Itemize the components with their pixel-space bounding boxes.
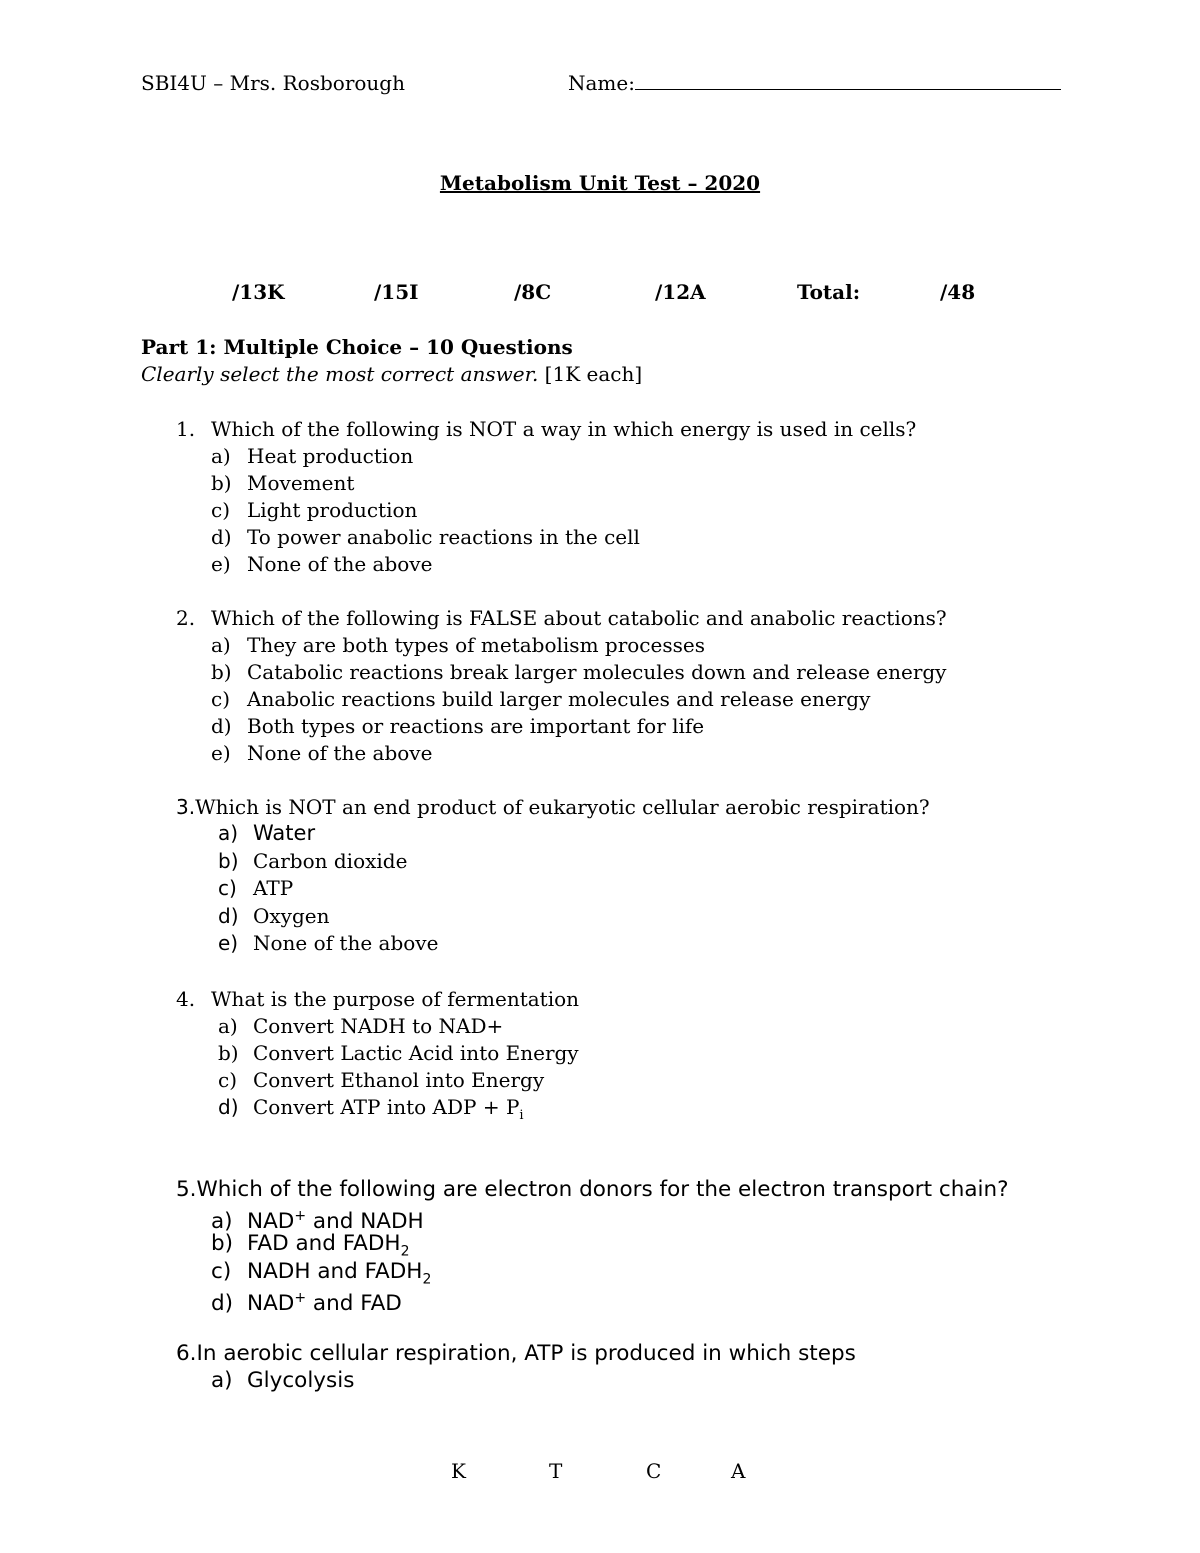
option-letter: c) [211, 498, 231, 522]
option-text: Both types or reactions are important for life [247, 714, 705, 738]
q4-option-d[interactable] [218, 1094, 524, 1129]
name-field[interactable] [568, 71, 1061, 95]
option-text: FAD and FADH [247, 1231, 401, 1256]
part1-instruction [141, 362, 642, 386]
score-k: /13K [232, 280, 285, 304]
score-a: /12A [655, 280, 706, 304]
option-text: To power anabolic reactions in the cell [247, 525, 640, 549]
option-text: NADH and FADH [247, 1259, 423, 1284]
option-letter: b) [211, 660, 232, 684]
question-number: 2. [176, 606, 196, 630]
superscript: + [294, 1290, 307, 1306]
question-5 [176, 1176, 1009, 1203]
question-text: Which is NOT an end product of eukaryotic cellular aerobic respiration? [195, 795, 930, 819]
option-letter: a) [211, 633, 231, 657]
q3-option-b[interactable] [218, 848, 407, 875]
option-letter: d) [211, 1291, 234, 1317]
option-letter: e) [211, 741, 231, 765]
footer-t: T [549, 1459, 563, 1483]
question-number: 3. [176, 795, 196, 819]
footer-a: A [731, 1459, 746, 1483]
q1-option-d[interactable] [211, 524, 640, 551]
question-6 [176, 1340, 856, 1367]
option-text: Convert Lactic Acid into Energy [253, 1041, 579, 1065]
q3-option-d[interactable] [218, 903, 330, 930]
option-letter: c) [218, 1068, 238, 1092]
q1-option-b[interactable] [211, 470, 354, 497]
question-number: 1. [176, 417, 196, 441]
option-letter: c) [211, 1259, 232, 1284]
q3-option-e[interactable] [218, 930, 438, 957]
option-text: Glycolysis [247, 1368, 355, 1393]
q3-option-c[interactable] [218, 875, 293, 902]
option-text: Convert NADH to NAD+ [253, 1014, 504, 1038]
option-letter: e) [218, 931, 239, 955]
option-text: Catabolic reactions break larger molecules down and release energy [247, 660, 947, 684]
option-letter: d) [218, 1095, 239, 1119]
page-title: Metabolism Unit Test – 2020 [439, 171, 761, 195]
q3-option-a[interactable] [218, 820, 315, 847]
subscript: 2 [422, 1271, 432, 1288]
subscript: 2 [400, 1243, 410, 1260]
score-total-label: Total: [797, 280, 861, 304]
question-3 [176, 794, 930, 821]
question-number: 5. [176, 1177, 197, 1202]
option-text: None of the above [247, 741, 433, 765]
option-letter: d) [211, 714, 232, 738]
score-total: /48 [940, 280, 976, 304]
question-number: 4. [176, 987, 196, 1011]
q2-option-c[interactable] [211, 686, 870, 713]
score-i: /15I [374, 280, 419, 304]
question-text: Which of the following are electron donors for the electron transport chain? [196, 1177, 1009, 1202]
option-text: NAD [247, 1209, 295, 1235]
option-letter: b) [211, 471, 232, 495]
option-letter: a) [211, 444, 231, 468]
option-text: NAD [247, 1291, 295, 1317]
option-letter: b) [211, 1231, 234, 1256]
option-letter: a) [218, 821, 239, 845]
score-c: /8C [514, 280, 552, 304]
option-text: None of the above [253, 931, 439, 955]
option-letter: a) [218, 1014, 238, 1038]
q2-option-a[interactable] [211, 632, 705, 659]
footer-c: C [646, 1459, 662, 1483]
option-text: Convert Ethanol into Energy [253, 1068, 545, 1092]
option-text-post: and FAD [306, 1291, 402, 1317]
q4-option-b[interactable] [218, 1040, 579, 1067]
course-header: SBI4U – Mrs. Rosborough [141, 71, 405, 95]
option-text: They are both types of metabolism processes [247, 633, 705, 657]
option-text: Light production [247, 498, 418, 522]
option-letter: c) [218, 876, 237, 900]
question-text: In aerobic cellular respiration, ATP is produced in which steps [196, 1341, 856, 1366]
q4-option-c[interactable] [218, 1067, 544, 1094]
q2-option-d[interactable] [211, 713, 704, 740]
q1-option-c[interactable] [211, 497, 417, 524]
option-text: Carbon dioxide [253, 849, 408, 873]
option-letter: a) [211, 1209, 233, 1235]
subscript: i [519, 1108, 524, 1123]
option-letter: b) [218, 849, 239, 873]
name-blank-line[interactable] [635, 71, 1061, 90]
q5-option-d[interactable] [211, 1285, 402, 1317]
question-1 [176, 416, 916, 443]
q2-option-b[interactable] [211, 659, 946, 686]
option-text: Convert ATP into ADP + P [253, 1095, 520, 1119]
part1-heading: Part 1: Multiple Choice – 10 Questions [141, 335, 573, 359]
option-letter: a) [211, 1368, 233, 1393]
q6-option-a[interactable] [211, 1367, 354, 1394]
question-4 [176, 986, 579, 1013]
question-text: Which of the following is FALSE about catabolic and anabolic reactions? [211, 606, 947, 630]
question-text: What is the purpose of fermentation [211, 987, 580, 1011]
footer-k: K [451, 1459, 466, 1483]
option-text: Oxygen [253, 904, 330, 928]
question-text: Which of the following is NOT a way in which energy is used in cells? [211, 417, 917, 441]
option-text: Heat production [247, 444, 414, 468]
option-letter: b) [218, 1041, 239, 1065]
option-text: Anabolic reactions build larger molecules and release energy [247, 687, 871, 711]
option-letter: c) [211, 687, 231, 711]
instruction-rest: [1K each] [538, 362, 643, 386]
option-letter: e) [211, 552, 231, 576]
q1-option-e[interactable] [211, 551, 432, 578]
option-text: Water [253, 821, 316, 845]
option-text: Movement [247, 471, 355, 495]
question-2 [176, 605, 947, 632]
q2-option-e[interactable] [211, 740, 432, 767]
q4-option-a[interactable] [218, 1013, 503, 1040]
option-letter: d) [211, 525, 232, 549]
option-text: None of the above [247, 552, 433, 576]
option-text: ATP [253, 876, 294, 900]
question-number: 6. [176, 1341, 197, 1366]
superscript: + [294, 1208, 307, 1224]
option-letter: d) [218, 904, 239, 928]
option-text-post: and NADH [306, 1209, 424, 1235]
name-label: Name: [568, 71, 635, 95]
q1-option-a[interactable] [211, 443, 413, 470]
instruction-italic: Clearly select the most correct answer. [141, 362, 539, 386]
